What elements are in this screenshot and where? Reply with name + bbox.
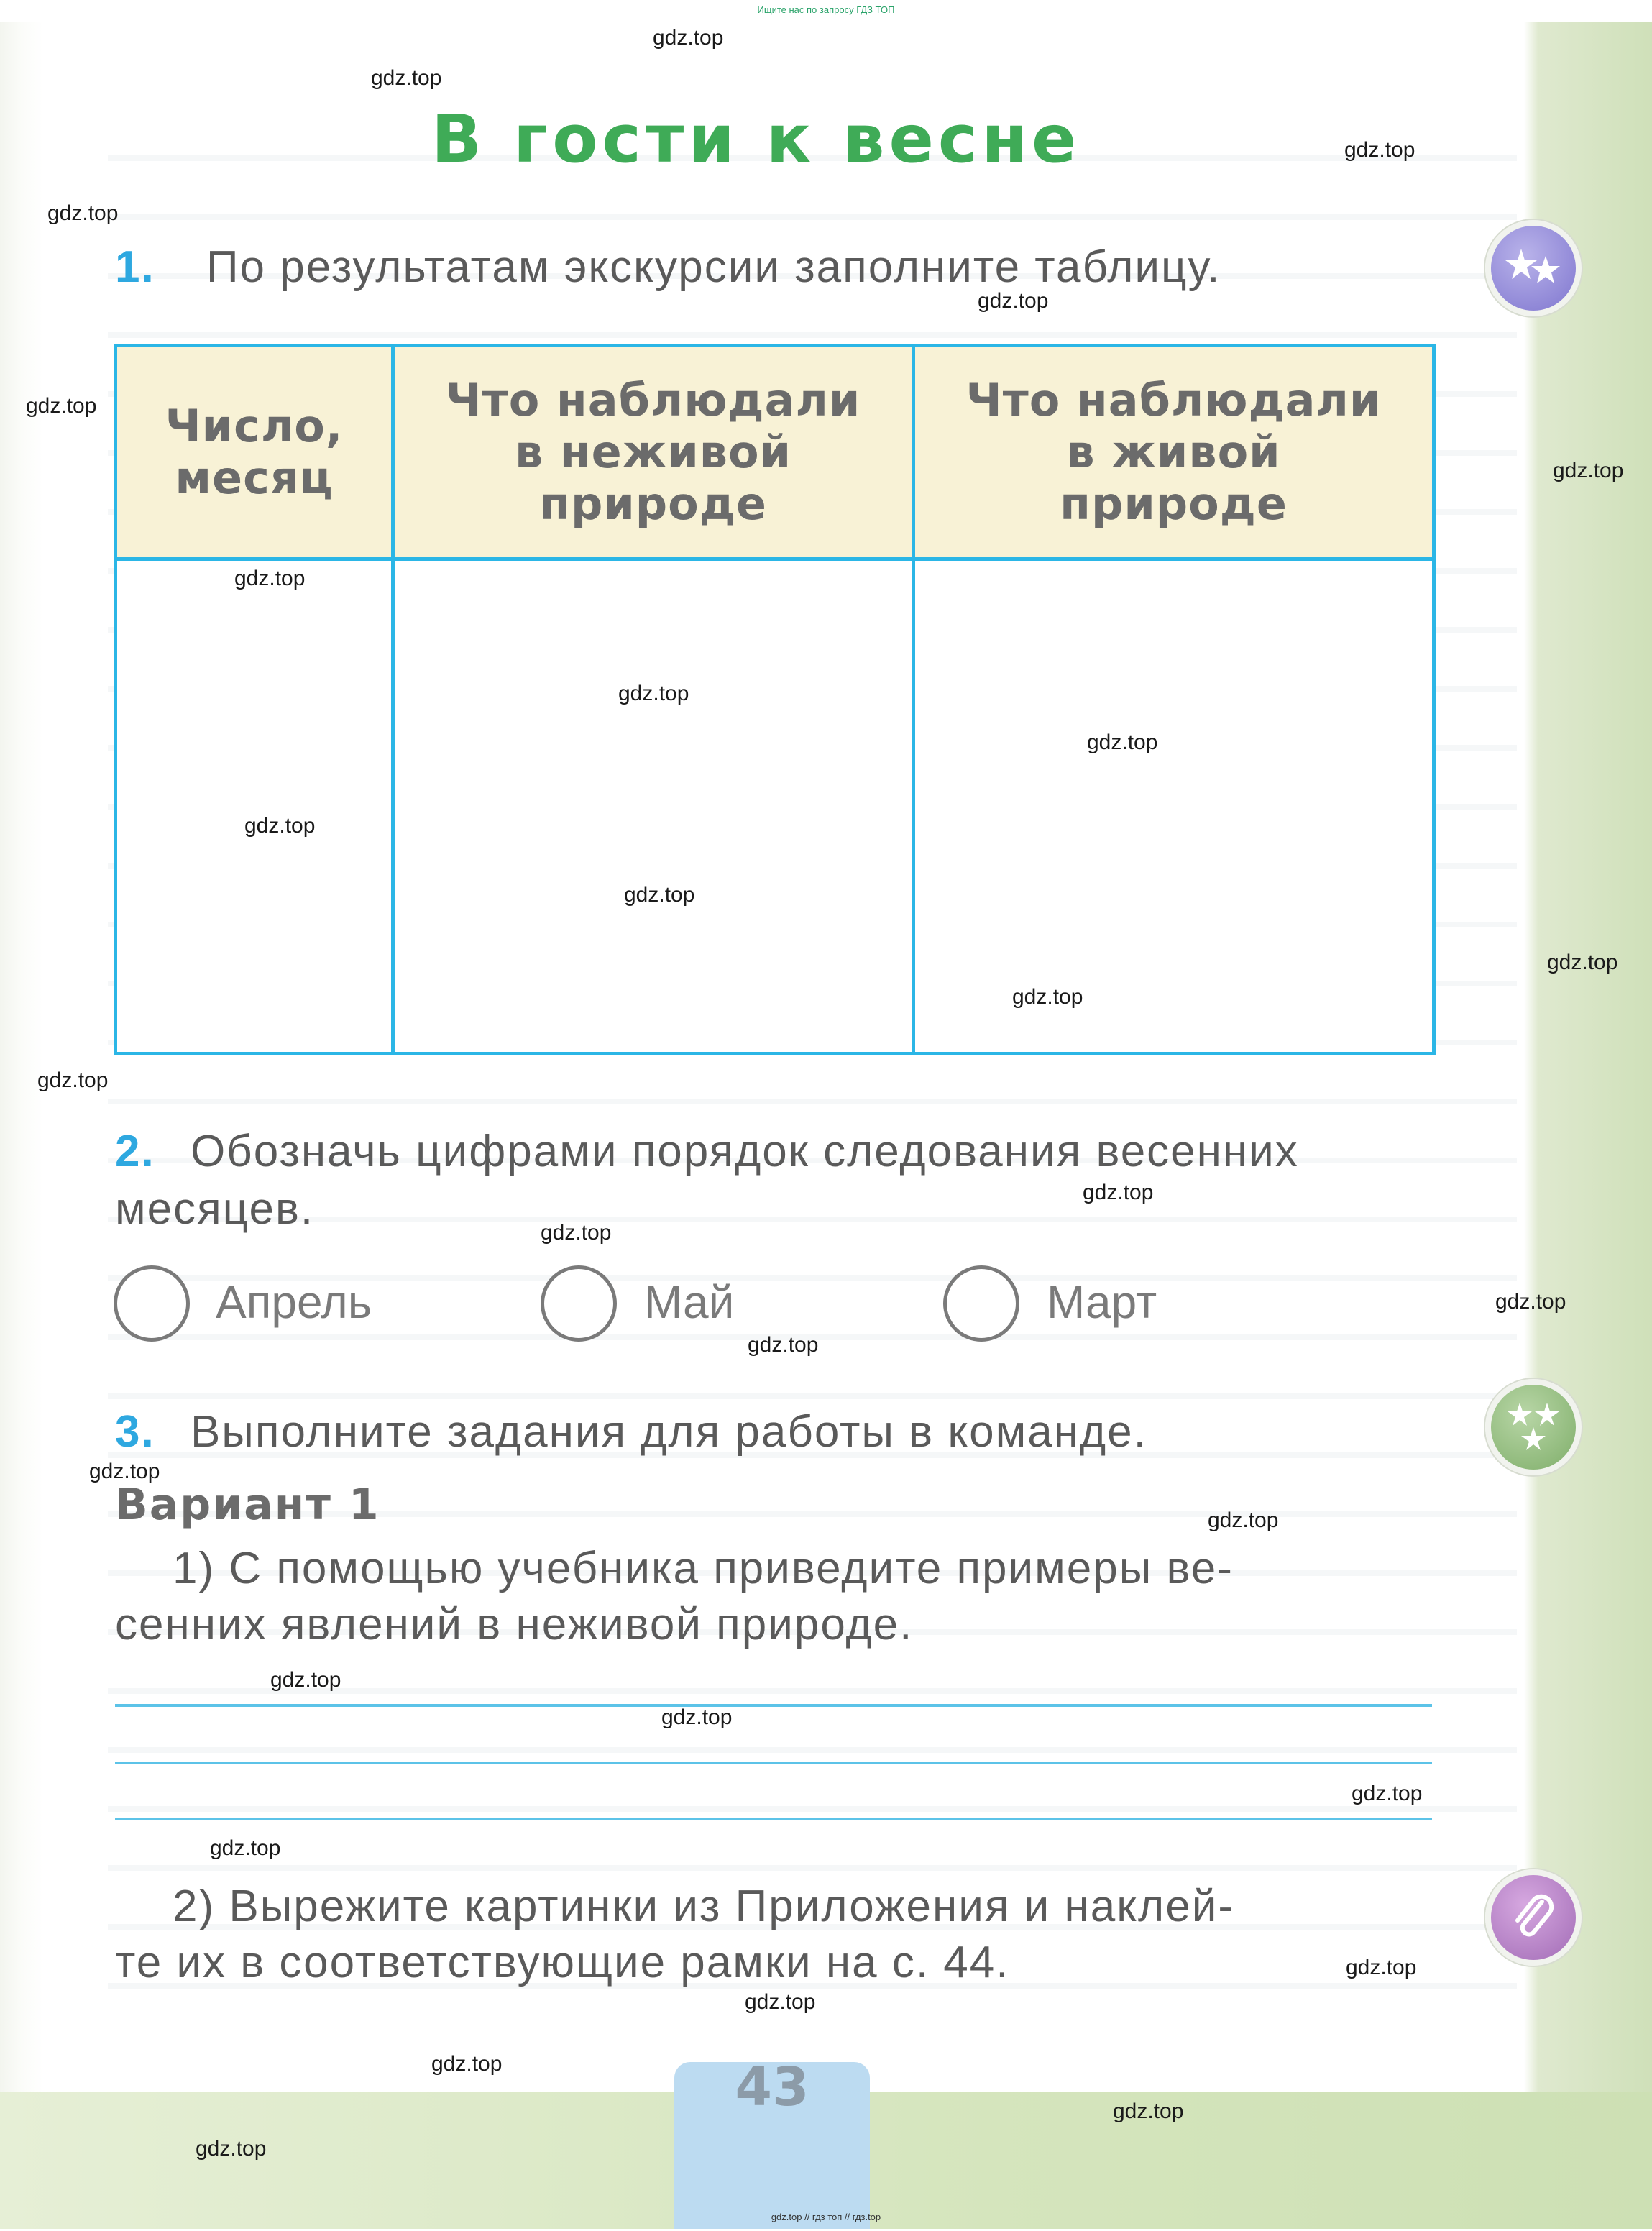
watermark: gdz.top [745, 1990, 816, 2014]
cell-date-month[interactable] [116, 559, 393, 1054]
order-circle-may[interactable] [541, 1265, 617, 1342]
task-2-line-1 [115, 1126, 1299, 1177]
header-date-month: Число, месяц [116, 346, 393, 559]
bottom-note: gdz.top // гдз топ // гдз.top [771, 2212, 881, 2222]
task-3-item-2-line-2: те их в соответствующие рамки на с. 44. [115, 1938, 1010, 1987]
page-number: 43 [735, 2056, 809, 2118]
watermark: gdz.top [618, 682, 689, 705]
watermark: gdz.top [244, 814, 316, 838]
observation-table [114, 344, 1436, 1055]
table-header-row [116, 346, 1434, 559]
top-note: Ищите нас по запросу ГДЗ ТОП [757, 4, 895, 15]
watermark: gdz.top [978, 289, 1049, 313]
month-may: Май [644, 1276, 735, 1328]
watermark: gdz.top [37, 1068, 109, 1092]
order-circle-march[interactable] [943, 1265, 1019, 1342]
page-title: В гости к весне [431, 101, 1081, 178]
header-nonliving-nature: Что наблюдали в неживой природе [393, 346, 914, 559]
stars-badge-green-icon [1485, 1379, 1582, 1475]
watermark: gdz.top [624, 883, 695, 907]
task-3-text: Выполните задания для работы в команде. [190, 1407, 1147, 1457]
watermark: gdz.top [1344, 138, 1415, 162]
order-circle-april[interactable] [114, 1265, 190, 1342]
watermark: gdz.top [1495, 1290, 1566, 1314]
watermark: gdz.top [1346, 1956, 1417, 1979]
watermark: gdz.top [1083, 1181, 1154, 1204]
watermark: gdz.top [661, 1705, 733, 1729]
watermark: gdz.top [196, 2137, 267, 2161]
cell-living-nature[interactable] [914, 559, 1434, 1054]
task-1-number: 1. [115, 242, 155, 292]
answer-line-2[interactable] [115, 1762, 1432, 1764]
stars-badge-icon [1485, 220, 1582, 316]
watermark: gdz.top [748, 1333, 819, 1357]
watermark: gdz.top [1113, 2099, 1184, 2123]
watermark: gdz.top [371, 66, 442, 90]
watermark: gdz.top [431, 2052, 503, 2076]
watermark: gdz.top [1087, 730, 1158, 754]
task-3-item-1-line-2: сенних явлений в неживой природе. [115, 1600, 914, 1649]
task-3-number: 3. [115, 1407, 155, 1457]
task-3-heading [115, 1406, 1147, 1457]
task-2-number: 2. [115, 1127, 155, 1176]
watermark: gdz.top [1547, 950, 1618, 974]
watermark: gdz.top [47, 201, 119, 225]
watermark: gdz.top [1208, 1508, 1279, 1532]
task-2-line-2: месяцев. [115, 1184, 315, 1234]
month-april: Апрель [216, 1276, 372, 1328]
answer-line-3[interactable] [115, 1818, 1432, 1820]
watermark: gdz.top [210, 1836, 281, 1860]
watermark: gdz.top [653, 26, 724, 50]
watermark: gdz.top [1012, 985, 1083, 1009]
task-1-heading [115, 242, 1221, 293]
answer-line-1[interactable] [115, 1704, 1432, 1707]
task-2-text: Обозначь цифрами порядок следования весенних [190, 1127, 1299, 1176]
variant-heading: Вариант 1 [115, 1480, 380, 1530]
watermark: gdz.top [270, 1668, 341, 1692]
watermark: gdz.top [1553, 459, 1624, 482]
watermark: gdz.top [89, 1460, 160, 1483]
header-living-nature: Что наблюдали в живой природе [914, 346, 1434, 559]
watermark: gdz.top [26, 394, 97, 418]
paperclip-badge-icon [1485, 1869, 1582, 1966]
month-march: Март [1047, 1276, 1157, 1328]
watermark: gdz.top [1352, 1782, 1423, 1805]
table-row [116, 559, 1434, 1054]
task-1-text: По результатам экскурсии заполните таблицу. [206, 242, 1221, 292]
task-3-item-2-line-1: 2) Вырежите картинки из Приложения и наклей- [173, 1882, 1234, 1931]
watermark: gdz.top [234, 567, 306, 590]
cell-nonliving-nature[interactable] [393, 559, 914, 1054]
watermark: gdz.top [541, 1221, 612, 1245]
task-3-item-1-line-1: 1) С помощью учебника приведите примеры ве- [173, 1544, 1234, 1593]
